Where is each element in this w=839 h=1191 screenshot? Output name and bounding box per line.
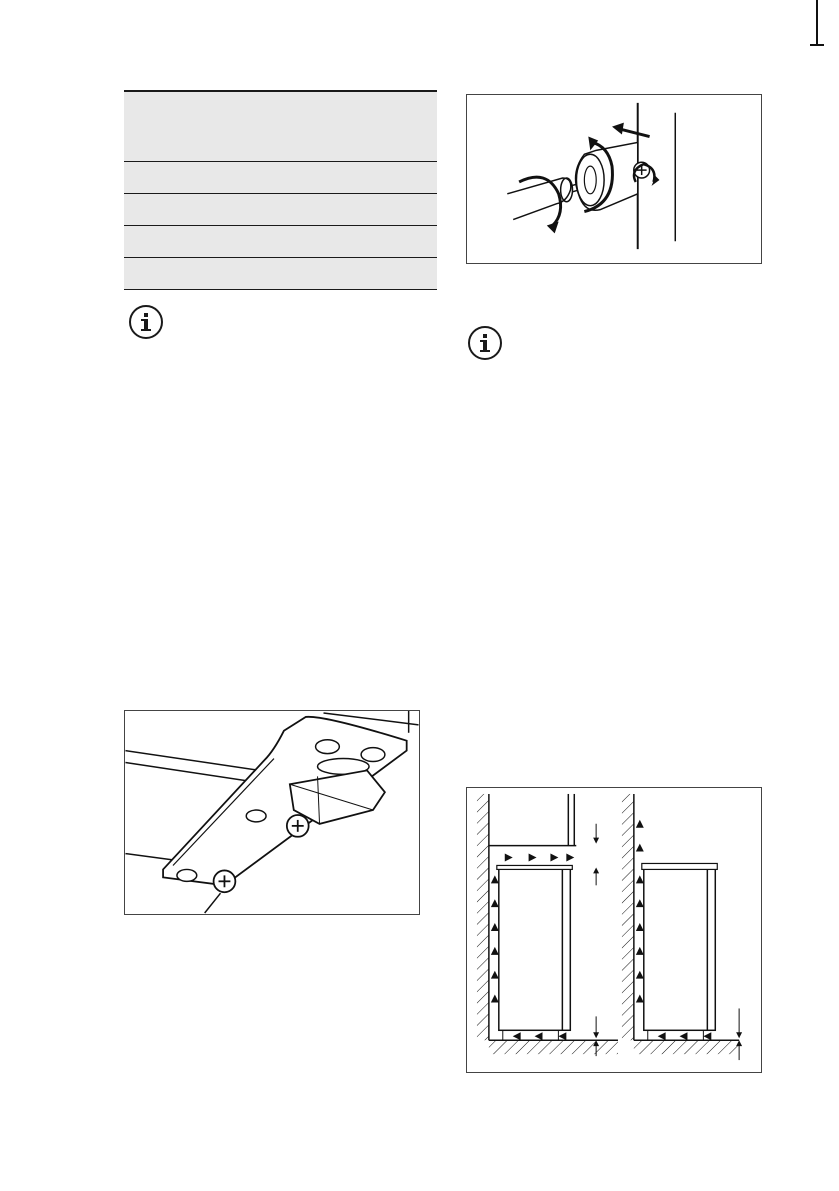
- table-row: [124, 194, 437, 226]
- table-header-row: [124, 92, 437, 162]
- table-row: [124, 226, 437, 258]
- adjustable-foot-drawing: [125, 711, 419, 914]
- screwdriver-hinge-drawing: [467, 95, 761, 263]
- table-row: [124, 162, 437, 194]
- ventilation-clearance-figure: [466, 787, 762, 1073]
- info-icon: [467, 325, 503, 361]
- adjustable-foot-figure: [124, 710, 420, 915]
- screwdriver-hinge-figure: [466, 94, 762, 264]
- ventilation-clearance-drawing: [467, 788, 761, 1072]
- info-icon: [128, 304, 164, 340]
- page-edge-marker: [807, 0, 827, 46]
- spec-table: [124, 90, 437, 290]
- table-row: [124, 258, 437, 290]
